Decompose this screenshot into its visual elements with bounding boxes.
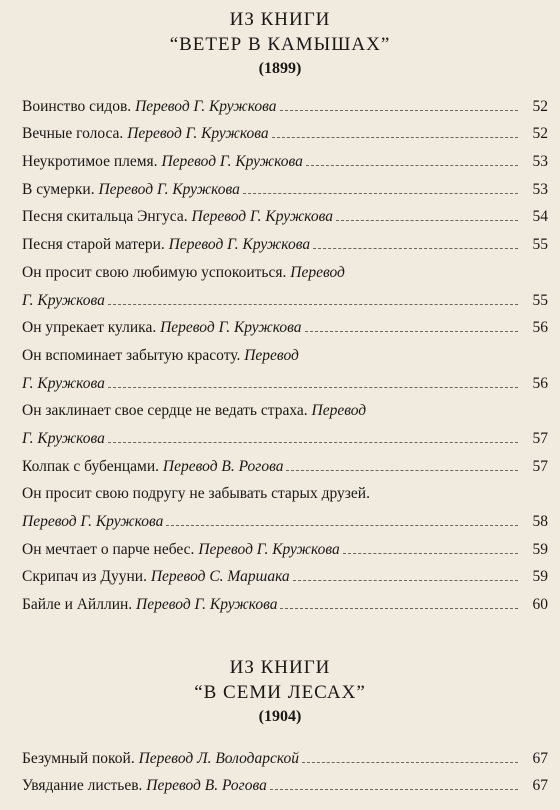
entry-page: 55 (532, 236, 548, 254)
entry-title: Он упрекает кулика. (22, 319, 157, 337)
leader-dots (108, 303, 518, 305)
entry-title: Он мечтает о парче небес. (22, 540, 195, 558)
entry-translator: Г. Кружкова (22, 429, 105, 447)
entry-page: 56 (532, 319, 548, 337)
toc-list-1 (22, 88, 548, 614)
toc-entry[interactable] (22, 88, 548, 116)
entry-page: 57 (532, 457, 548, 475)
entry-page: 57 (532, 429, 548, 447)
leader-dots (286, 469, 518, 471)
toc-entry[interactable] (22, 393, 548, 421)
entry-title: Вечные голоса. (22, 125, 124, 143)
book-year: (1904) (258, 708, 302, 725)
leader-dots (108, 441, 518, 443)
entry-translator: Перевод Г. Кружкова (161, 153, 303, 171)
book-title: “В СЕМИ ЛЕСАХ” (194, 682, 366, 703)
entry-page: 59 (532, 568, 548, 586)
leader-dots (280, 607, 518, 609)
toc-entry[interactable] (22, 226, 548, 254)
entry-translator: Г. Кружкова (22, 291, 105, 309)
entry-translator: Г. Кружкова (22, 374, 105, 392)
entry-title: Безумный покой. (22, 749, 135, 767)
leader-dots (243, 192, 518, 194)
toc-entry[interactable] (22, 116, 548, 144)
entry-page: 58 (532, 513, 548, 530)
entry-translator: Перевод (311, 402, 367, 420)
toc-entry[interactable] (22, 768, 548, 796)
book-year: (1899) (258, 60, 302, 77)
entry-translator: Перевод Г. Кружкова (98, 180, 240, 198)
entry-page: 54 (532, 208, 548, 226)
leader-dots (166, 524, 518, 526)
toc-list-2 (22, 740, 548, 795)
entry-title: Он вспоминает забытую красоту. (22, 346, 241, 364)
entry-page: 55 (532, 291, 548, 309)
entry-title: Он заклинает свое сердце не ведать страха. (22, 402, 308, 420)
leader-dots (108, 386, 518, 388)
toc-entry[interactable] (22, 199, 548, 227)
entry-title: Воинство сидов. (22, 97, 132, 115)
section-label: ИЗ КНИГИ (229, 657, 331, 678)
toc-entry[interactable] (22, 310, 548, 338)
leader-dots (302, 761, 518, 763)
book-title: “ВЕТЕР В КАМЫШАХ” (169, 34, 391, 55)
entry-translator: Перевод Г. Кружкова (168, 236, 311, 254)
toc-entry[interactable] (22, 586, 548, 614)
toc-entry[interactable] (22, 143, 548, 171)
leader-dots (293, 579, 518, 581)
toc-entry[interactable] (22, 337, 548, 365)
entry-translator: Перевод Г. Кружкова (22, 513, 164, 530)
entry-page: 67 (532, 777, 548, 795)
entry-page: 52 (532, 97, 548, 115)
leader-dots (313, 247, 518, 249)
entry-page: 53 (532, 180, 548, 198)
entry-title: Песня скитальца Энгуса. (22, 208, 188, 226)
leader-dots (306, 164, 518, 166)
section-heading-1 (0, 8, 560, 80)
entry-page: 60 (532, 596, 548, 614)
entry-page: 56 (532, 374, 548, 392)
toc-entry[interactable] (22, 448, 548, 476)
entry-translator: Перевод В. Рогова (162, 457, 284, 475)
leader-dots (343, 552, 518, 554)
entry-title: Он просит свою любимую успокоиться. (22, 263, 287, 281)
toc-entry[interactable] (22, 559, 548, 587)
entry-title: Песня старой матери. (22, 236, 165, 254)
entry-title: Байле и Айллин. (22, 596, 133, 614)
toc-entry-continued[interactable] (22, 282, 548, 310)
entry-title: Неукротимое племя. (22, 153, 158, 171)
entry-translator: Перевод Г. Кружкова (127, 125, 269, 143)
entry-translator: Перевод Г. Кружкова (198, 540, 340, 558)
entry-title: Скрипач из Дууни. (22, 568, 147, 586)
entry-page: 59 (532, 540, 548, 558)
entry-title: Он просит свою подругу не забывать старых друзей. (22, 485, 370, 503)
entry-page: 52 (532, 125, 548, 143)
leader-dots (305, 330, 518, 332)
toc-entry[interactable] (22, 171, 548, 199)
entry-translator: Перевод Л. Володарской (138, 749, 300, 767)
toc-entry[interactable] (22, 740, 548, 768)
entry-translator: Перевод С. Маршака (150, 568, 290, 586)
entry-translator: Перевод Г. Кружкова (191, 208, 333, 226)
toc-entry-continued[interactable] (22, 420, 548, 448)
entry-translator: Перевод (290, 263, 345, 281)
entry-translator: Перевод Г. Кружкова (160, 319, 302, 337)
toc-entry-continued[interactable] (22, 503, 548, 531)
entry-page: 53 (532, 153, 548, 171)
entry-title: Увядание листьев. (22, 777, 143, 795)
entry-page: 67 (532, 749, 548, 767)
entry-translator: Перевод Г. Кружкова (135, 97, 277, 115)
toc-entry[interactable] (22, 476, 548, 504)
entry-title: Колпак с бубенцами. (22, 457, 160, 475)
entry-translator: Перевод В. Рогова (146, 777, 267, 795)
toc-entry[interactable] (22, 254, 548, 282)
section-heading-2 (0, 656, 560, 728)
leader-dots (270, 788, 518, 790)
entry-translator: Перевод Г. Кружкова (136, 596, 278, 614)
entry-translator: Перевод (244, 346, 299, 364)
leader-dots (280, 109, 519, 111)
entry-title: В сумерки. (22, 180, 95, 198)
toc-entry[interactable] (22, 531, 548, 559)
leader-dots (336, 219, 518, 221)
section-label: ИЗ КНИГИ (229, 9, 331, 30)
toc-entry-continued[interactable] (22, 365, 548, 393)
leader-dots (272, 136, 518, 138)
